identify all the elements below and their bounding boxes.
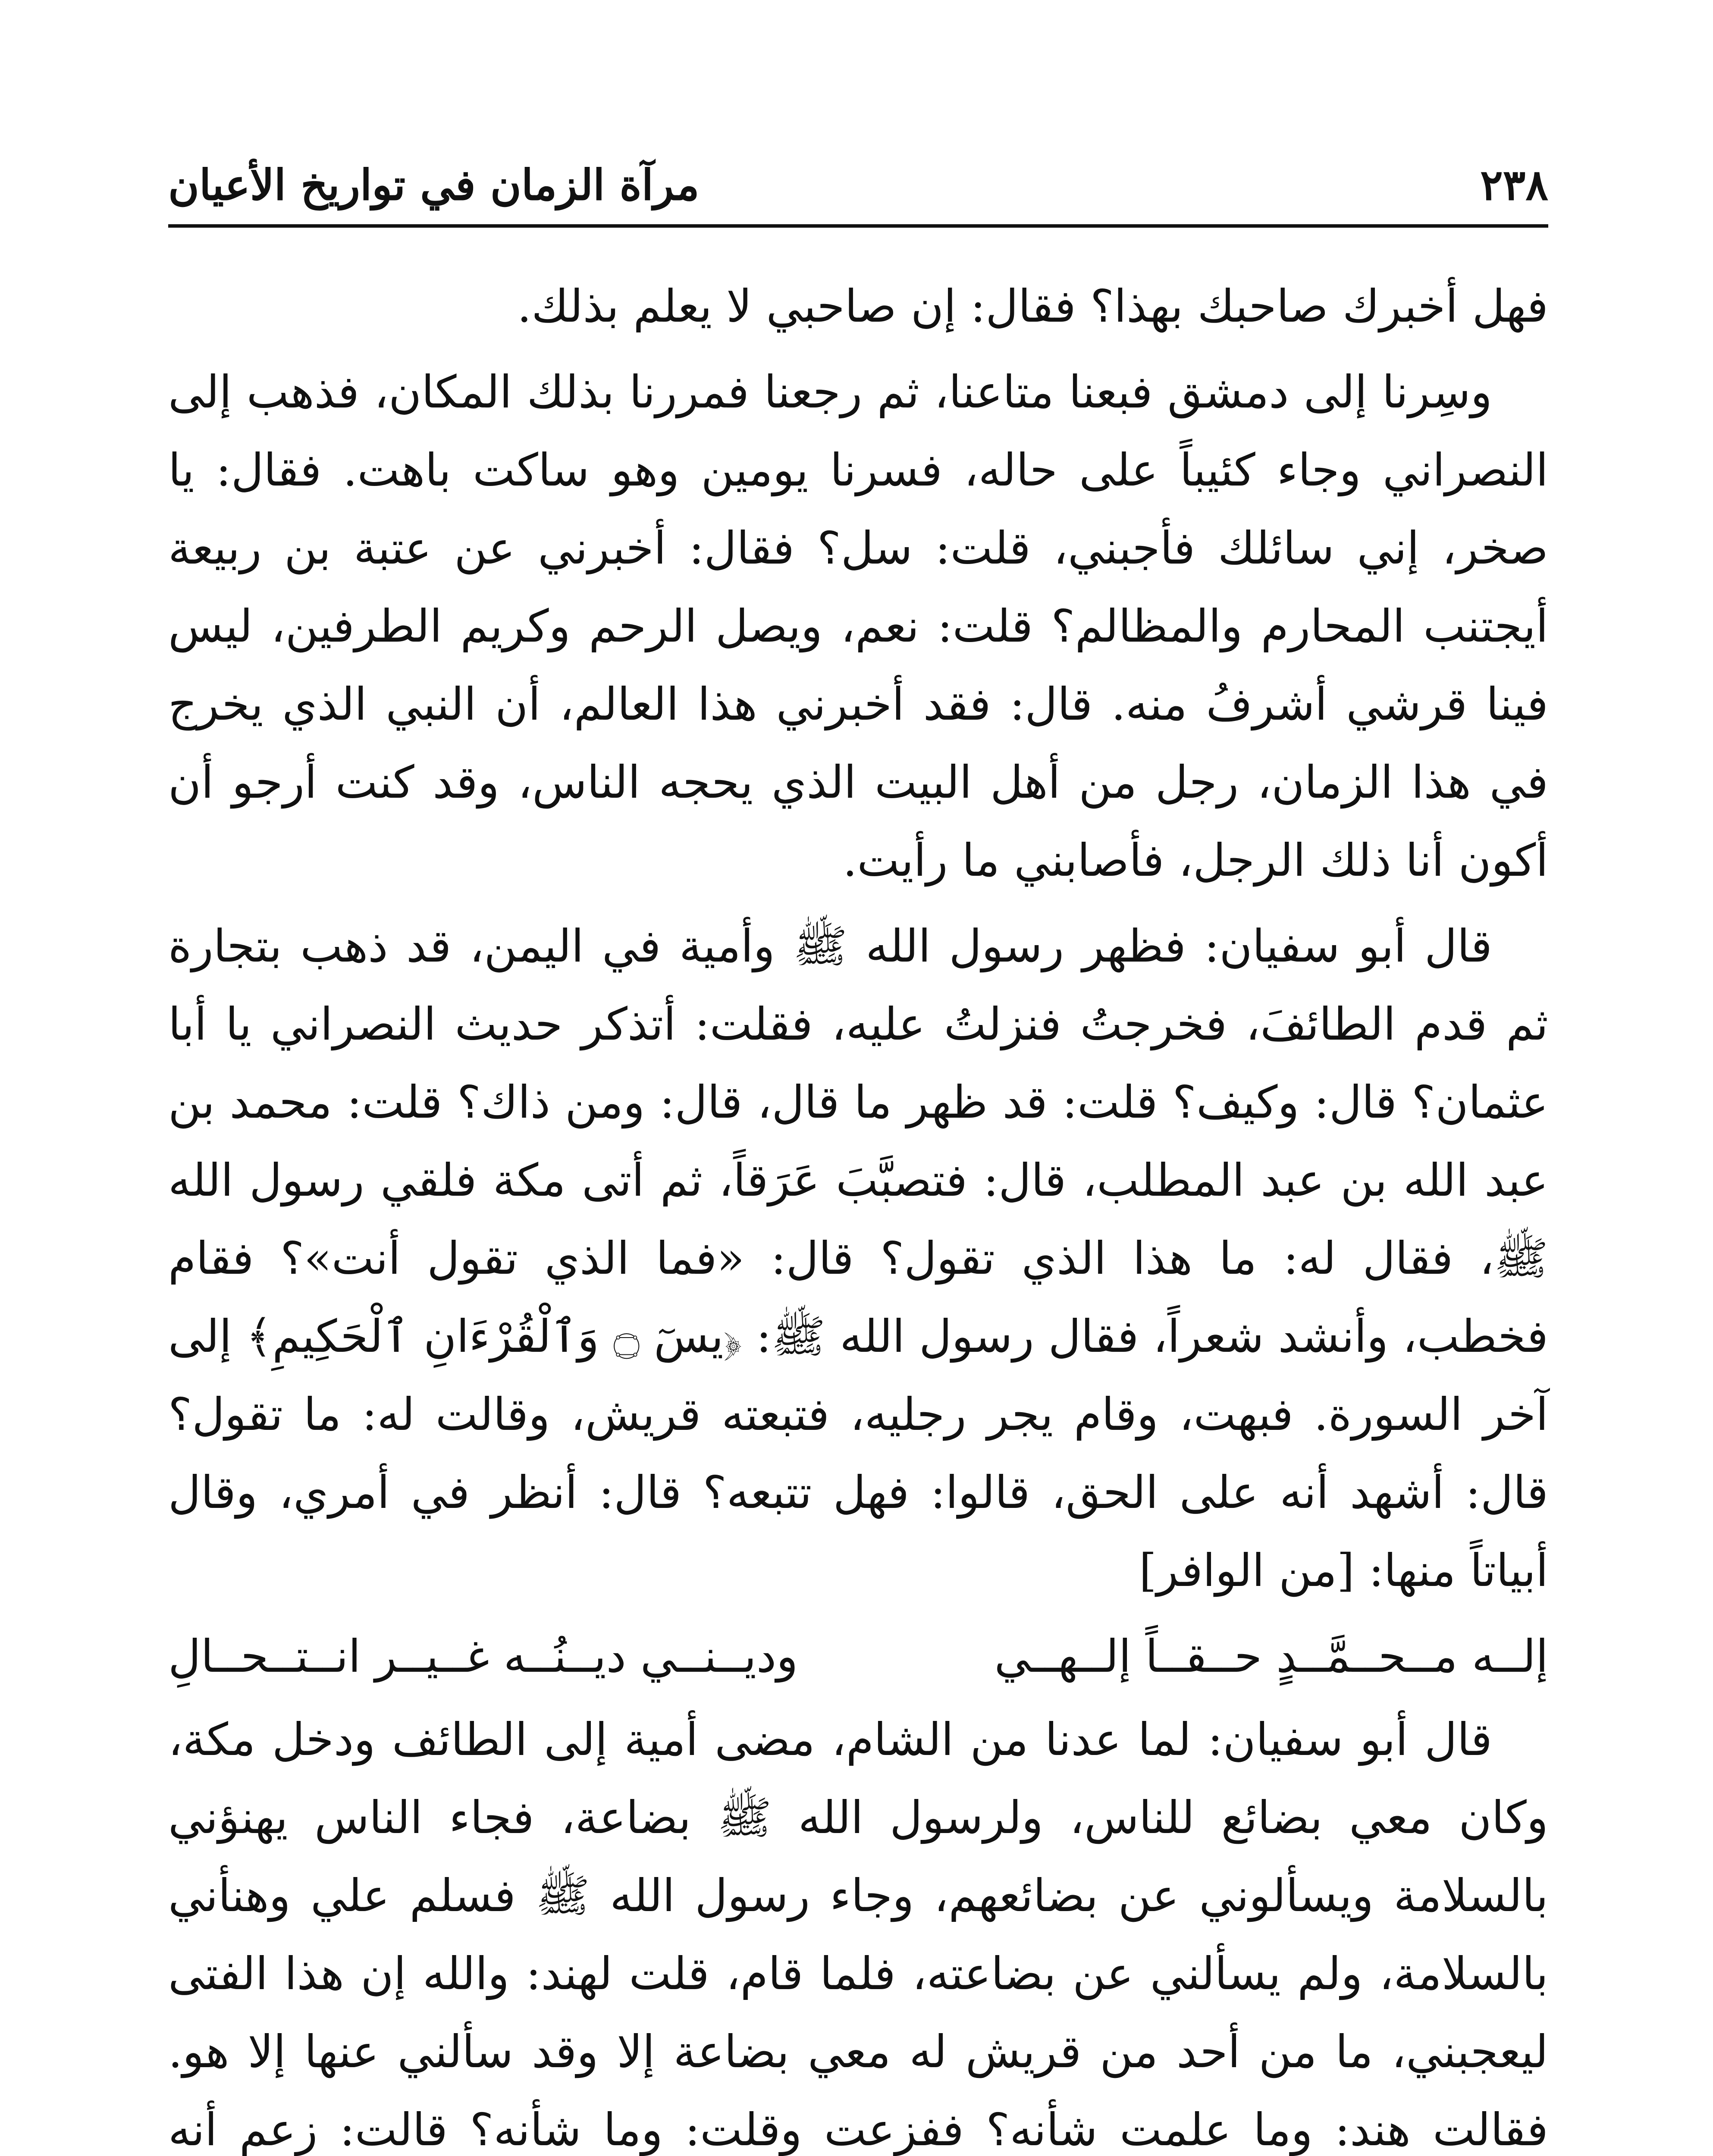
header-divider xyxy=(168,224,1548,228)
book-title: مرآة الزمان في تواريخ الأعيان xyxy=(168,160,700,210)
paragraph-4: قال أبو سفيان: لما عدنا من الشام، مضى أمية إلى الطائف ودخل مكة، وكان معي بضائع للناس، ولرسول الله ﷺ بضاعة، فجاء الناس يهنؤني بالسلامة ويسألوني عن بضائعهم، وجاء رسول الله ﷺ فسلم علي وهنأني بالسلامة، ولم يسألني عن بضاعته، فلما قام، قلت لهند: والله إن هذا الفتى ليعجبني، ما من أحد من قريش له معي بضاعة إلا وقد سألني عنها إلا هو. فقالت هند: وما علمت شأنه؟ ففزعت وقلت: وما شأنه؟ قالت: زعم أنه xyxy=(168,1713,1548,2156)
running-header xyxy=(168,142,1548,229)
verse-first-hemistich: إلــه مــحــمَّــدٍ حــقــاً إلــهــي xyxy=(994,1630,1548,1683)
paragraph-1: فهل أخبرك صاحبك بهذا؟ فقال: إن صاحبي لا يعلم بذلك. xyxy=(517,280,1548,332)
poem-verse xyxy=(168,1617,1548,1695)
verse-second-hemistich: وديــنــي ديــنُــه غــيــر انــتــحــالِ xyxy=(168,1630,798,1683)
paragraph-3: قال أبو سفيان: فظهر رسول الله ﷺ وأمية في اليمن، قد ذهب بتجارة ثم قدم الطائفَ، فخرجتُ فنزلتُ عليه، فقلت: أتذكر حديث النصراني يا أبا عثمان؟ قال: وكيف؟ قلت: قد ظهر ما قال، قال: ومن ذاك؟ قلت: محمد بن عبد الله بن عبد المطلب، قال: فتصبَّبَ عَرَقاً، ثم أتى مكة فلقي رسول الله ﷺ، فقال له: ما هذا الذي تقول؟ قال: «فما الذي تقول أنت»؟ فقام فخطب، وأنشد شعراً، فقال رسول الله ﷺ: ﴿يسٓ ۝ وَٱلْقُرْءَانِ ٱلْحَكِيمِ﴾ إلى آخر السورة. فبهت، وقام يجر رجليه، فتبعته قريش، وقالت له: ما تقول؟ قال: أشهد أنه على الحق، قالوا: فهل تتبعه؟ قال: أنظر في أمري، وقال أبياتاً منها: [من الوافر] xyxy=(168,920,1548,1597)
page-number: ٢٣٨ xyxy=(1480,160,1548,210)
paragraph-2: وسِرنا إلى دمشق فبعنا متاعنا، ثم رجعنا فمررنا بذلك المكان، فذهب إلى النصراني وجاء كئيباً على حاله، فسرنا يومين وهو ساكت باهت. فقال: يا صخر، إني سائلك فأجبني، قلت: سل؟ فقال: أخبرني عن عتبة بن ربيعة أيجتنب المحارم والمظالم؟ قلت: نعم، ويصل الرحم وكريم الطرفين، ليس فينا قرشي أشرفُ منه. قال: فقد أخبرني هذا العالم، أن النبي الذي يخرج في هذا الزمان، رجل من أهل البيت الذي يحجه الناس، وقد كنت أرجو أن أكون أنا ذلك الرجل، فأصابني ما رأيت. xyxy=(168,366,1549,887)
page-body xyxy=(168,267,1548,2156)
